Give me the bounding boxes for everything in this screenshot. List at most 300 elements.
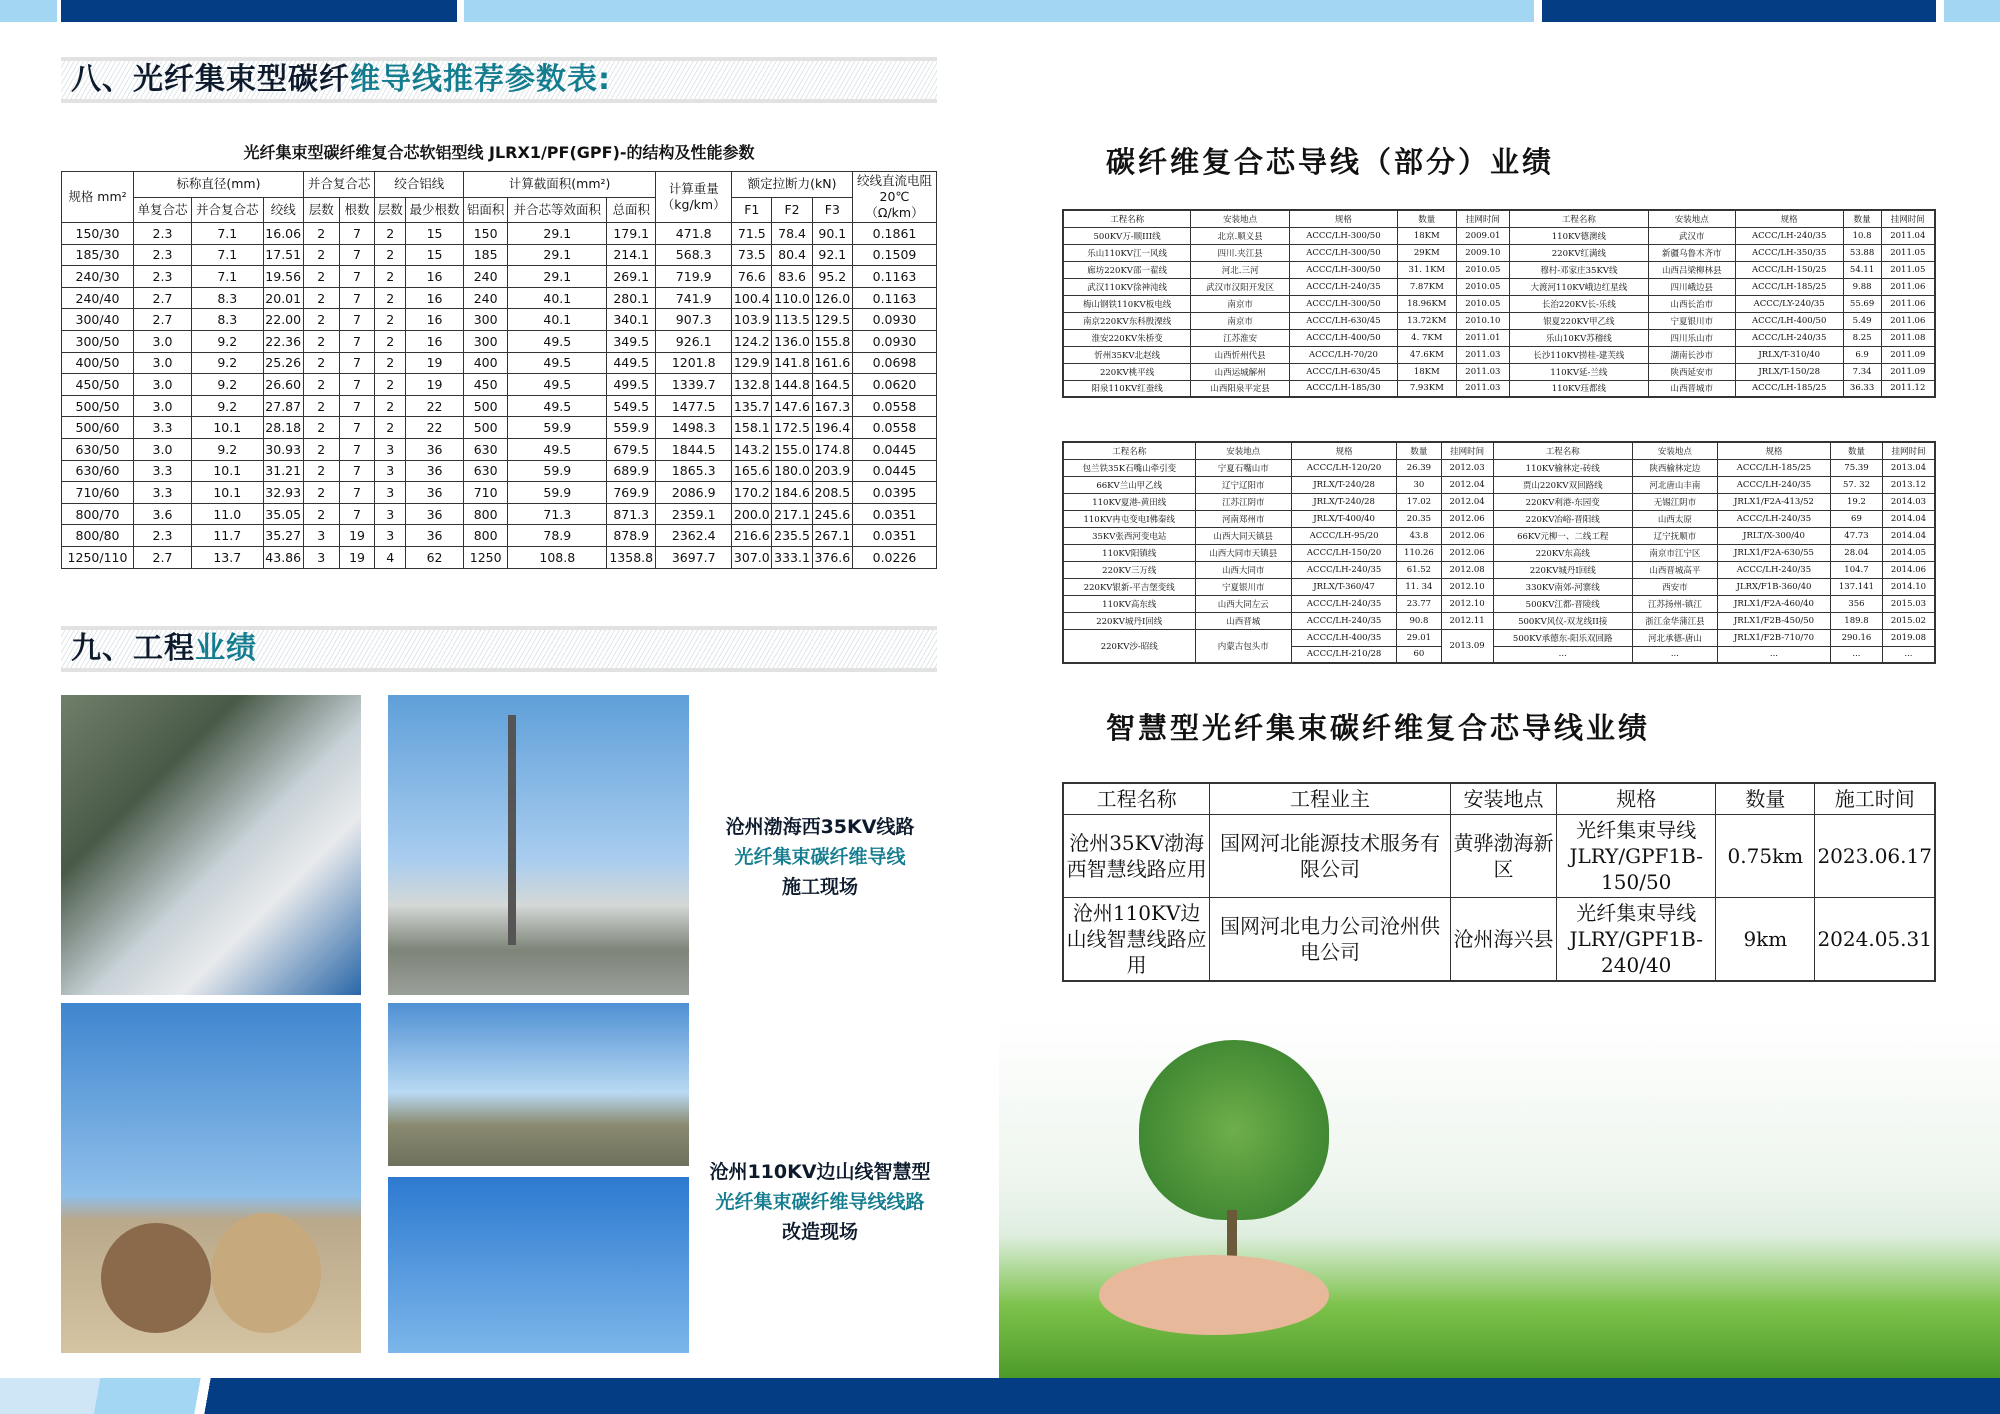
table-cell: 2 <box>303 330 339 352</box>
table-cell: 300/40 <box>62 309 134 331</box>
table-cell: 630/60 <box>62 460 134 482</box>
table-cell: 143.2 <box>732 438 772 460</box>
table-cell: 梅山钢铁110KV板电线 <box>1063 295 1191 312</box>
table-cell: 沧州110KV边山线智慧线路应用 <box>1063 898 1210 982</box>
table-cell: 150/30 <box>62 223 134 245</box>
table-cell: ACCC/LH-350/35 <box>1735 244 1843 261</box>
table-cell: 630/50 <box>62 438 134 460</box>
table-cell: 43.8 <box>1397 527 1442 544</box>
table-cell: 155.8 <box>812 330 852 352</box>
table-cell: 4 <box>375 546 406 568</box>
table-cell: 2011.09 <box>1881 346 1935 363</box>
table-cell: 光纤集束导线JLRY/GPF1B-150/50 <box>1557 815 1716 898</box>
subheader: 铝面积 <box>464 197 508 223</box>
table-cell: 10.1 <box>191 460 263 482</box>
table-cell: 78.4 <box>772 223 812 245</box>
table-cell: 203.9 <box>812 460 852 482</box>
table-cell: 30.93 <box>263 438 303 460</box>
table-cell: 0.0351 <box>853 525 937 547</box>
table-cell: 浙江金华蒲江县 <box>1632 612 1717 629</box>
table-cell: 333.1 <box>772 546 812 568</box>
subheader: 层数 <box>375 197 406 223</box>
table-cell: 220KV城丹I回线 <box>1493 561 1632 578</box>
subheader: 绞线 <box>263 197 303 223</box>
table-cell: 240 <box>464 266 508 288</box>
column-header: 规格 <box>1557 783 1716 815</box>
table-cell: 2 <box>303 417 339 439</box>
table-cell: 2019.08 <box>1882 629 1935 646</box>
table-cell: 300/50 <box>62 330 134 352</box>
table-cell: 2013.04 <box>1882 459 1935 476</box>
table-cell: 陕西榆林定边 <box>1632 459 1717 476</box>
table-cell: 172.5 <box>772 417 812 439</box>
table-cell: 2.3 <box>134 525 192 547</box>
table-cell: 500KV风仪-双龙线II接 <box>1493 612 1632 629</box>
table-cell: 95.2 <box>812 266 852 288</box>
table-cell: 山西太原 <box>1632 510 1717 527</box>
table-cell: 1865.3 <box>656 460 732 482</box>
table-cell: 2012.08 <box>1441 561 1493 578</box>
table-cell: 36 <box>406 503 464 525</box>
table-cell: 2 <box>375 374 406 396</box>
table-cell: 132.8 <box>732 374 772 396</box>
column-header: 工程业主 <box>1210 783 1451 815</box>
table-cell: JRLX1/F2A-413/52 <box>1717 493 1830 510</box>
table-cell: 2013.09 <box>1441 629 1493 663</box>
table-cell: 山西大同市 <box>1195 561 1292 578</box>
table-cell: 2 <box>303 503 339 525</box>
table-cell: ACCC/LH-300/50 <box>1290 227 1398 244</box>
table-cell: 7.1 <box>191 244 263 266</box>
table-cell: 267.1 <box>812 525 852 547</box>
table-cell: 170.2 <box>732 482 772 504</box>
table-cell: ACCC/LH-120/20 <box>1292 459 1397 476</box>
table-cell: 2 <box>303 244 339 266</box>
table-cell: 400/50 <box>62 352 134 374</box>
table-row <box>1063 493 1935 510</box>
table-row <box>1063 476 1935 493</box>
table-cell: 宁夏石嘴山市 <box>1195 459 1292 476</box>
table-cell: 武汉市汉阳开发区 <box>1191 278 1290 295</box>
table-cell: 13.72KM <box>1397 312 1456 329</box>
table-cell: 16 <box>406 309 464 331</box>
table-cell: 18.96KM <box>1397 295 1456 312</box>
table-row <box>1063 278 1935 295</box>
table-cell: 2009.10 <box>1456 244 1509 261</box>
table-cell: 阳泉110KV红蚕线 <box>1063 380 1191 397</box>
table-cell: 500KV承德东-阳乐双回路 <box>1493 629 1632 646</box>
table-cell: 500KV万-顺III线 <box>1063 227 1191 244</box>
table-cell: 90.1 <box>812 223 852 245</box>
table-cell: 2011.09 <box>1881 363 1935 380</box>
table-cell: 76.6 <box>732 266 772 288</box>
table-cell: ACCC/LH-240/35 <box>1717 476 1830 493</box>
subheader: 并合复合芯 <box>191 197 263 223</box>
table-row <box>1063 510 1935 527</box>
table-cell: 2.3 <box>134 266 192 288</box>
table-cell: 200.0 <box>732 503 772 525</box>
table-cell: 7 <box>339 266 375 288</box>
table-cell: 2015.02 <box>1882 612 1935 629</box>
table-cell: 7 <box>339 223 375 245</box>
table-cell: 1339.7 <box>656 374 732 396</box>
table-cell: 49.5 <box>508 352 607 374</box>
table-cell: 0.0698 <box>853 352 937 374</box>
table-cell: 500 <box>464 395 508 417</box>
table-cell: 36 <box>406 525 464 547</box>
table-cell: ACCC/LH-400/50 <box>1290 329 1398 346</box>
subheader: F2 <box>772 197 812 223</box>
table-cell: 269.1 <box>607 266 656 288</box>
table-cell: 3.0 <box>134 352 192 374</box>
table-row <box>1063 898 1935 982</box>
table-cell: 3 <box>375 525 406 547</box>
table-cell: 16.06 <box>263 223 303 245</box>
table-cell: 1498.3 <box>656 417 732 439</box>
table-cell: 2010.10 <box>1456 312 1509 329</box>
top-bar <box>464 0 1534 22</box>
table-cell: 23.77 <box>1397 595 1442 612</box>
table-cell: 110KV冉屯变电I佛秦线 <box>1063 510 1195 527</box>
table-cell: 7 <box>339 352 375 374</box>
header-spec: 规格 mm² <box>62 172 134 223</box>
table-cell: 16 <box>406 287 464 309</box>
table-cell: 29.01 <box>1397 629 1442 646</box>
table-cell: 陕西延安市 <box>1648 363 1735 380</box>
column-header: 数量 <box>1843 210 1881 227</box>
performance-table-2 <box>1062 441 1936 664</box>
table-cell: 31. 1KM <box>1397 261 1456 278</box>
table-cell: 400 <box>464 352 508 374</box>
table-row <box>1063 295 1935 312</box>
table-cell: 16 <box>406 330 464 352</box>
table-cell: JRLX/T-310/40 <box>1735 346 1843 363</box>
table-row <box>62 330 937 352</box>
table-row <box>1063 261 1935 278</box>
table-cell: 2 <box>375 287 406 309</box>
table-cell: 69 <box>1831 510 1883 527</box>
column-header: 安装地点 <box>1191 210 1290 227</box>
table-cell: 27.87 <box>263 395 303 417</box>
table-cell: 150 <box>464 223 508 245</box>
photo-workers-on-site <box>61 695 361 995</box>
table-cell: 9.2 <box>191 395 263 417</box>
table-row <box>1063 561 1935 578</box>
table-cell: JRLX/T-400/40 <box>1292 510 1397 527</box>
table-cell: 240/40 <box>62 287 134 309</box>
table-cell: ACCC/LH-240/35 <box>1292 595 1397 612</box>
table-cell: 7.1 <box>191 223 263 245</box>
table-cell: 南京市江宁区 <box>1632 544 1717 561</box>
table-cell: ACCC/LH-150/25 <box>1735 261 1843 278</box>
table-cell: 乐山110KV江一风线 <box>1063 244 1191 261</box>
section-heading-projects: 九、工程业绩 <box>61 626 937 672</box>
table-cell: 0.0930 <box>853 330 937 352</box>
table-cell: JLRX/F1B-360/40 <box>1717 578 1830 595</box>
table-cell: 2024.05.31 <box>1815 898 1935 982</box>
table-cell: 174.8 <box>812 438 852 460</box>
table-cell: 29.1 <box>508 266 607 288</box>
table-cell: 国网河北能源技术服务有限公司 <box>1210 815 1451 898</box>
table-cell: 廊坊220KV邵一翟线 <box>1063 261 1191 278</box>
table-cell: 449.5 <box>607 352 656 374</box>
table-cell: 2 <box>375 417 406 439</box>
table-cell: 7.34 <box>1843 363 1881 380</box>
column-header: 挂网时间 <box>1882 442 1935 459</box>
table-cell: 河南郑州市 <box>1195 510 1292 527</box>
table-cell: 499.5 <box>607 374 656 396</box>
table-cell: 6.9 <box>1843 346 1881 363</box>
table-cell: ACCC/LH-240/35 <box>1292 612 1397 629</box>
table-cell: 9.2 <box>191 352 263 374</box>
table-cell: 山西长治市 <box>1648 295 1735 312</box>
table-cell: 220KV利港-东园变 <box>1493 493 1632 510</box>
table-cell: 7 <box>339 287 375 309</box>
subheader: 最少根数 <box>406 197 464 223</box>
table-cell: 40.1 <box>508 287 607 309</box>
table-cell: 110KV夏港-黄田线 <box>1063 493 1195 510</box>
heart-tree-icon <box>1139 1040 1329 1220</box>
table-cell: 25.26 <box>263 352 303 374</box>
table-cell: 878.9 <box>607 525 656 547</box>
table-cell: 549.5 <box>607 395 656 417</box>
table-cell: 南京220KV东科殷溧线 <box>1063 312 1191 329</box>
table-cell: 贾山220KV双回路线 <box>1493 476 1632 493</box>
table-cell: 0.0351 <box>853 503 937 525</box>
section-heading-params: 八、光纤集束型碳纤维导线推荐参数表: <box>61 57 937 103</box>
table-row <box>62 438 937 460</box>
table-cell: 19 <box>339 546 375 568</box>
table-cell: 36.33 <box>1843 380 1881 397</box>
table-cell: 40.1 <box>508 309 607 331</box>
table-cell: 2011.06 <box>1881 295 1935 312</box>
table-cell: 240 <box>464 287 508 309</box>
subheader: 并合芯等效面积 <box>508 197 607 223</box>
table-cell: 2011.06 <box>1881 312 1935 329</box>
table-cell: 2011.05 <box>1881 261 1935 278</box>
table-cell: 南京市 <box>1191 295 1290 312</box>
table-cell: 280.1 <box>607 287 656 309</box>
table-cell: 36 <box>406 438 464 460</box>
table-cell: 沧州海兴县 <box>1450 898 1556 982</box>
column-header: 规格 <box>1735 210 1843 227</box>
table-cell: 220KV桃平线 <box>1063 363 1191 380</box>
spec-table-title: 光纤集束型碳纤维复合芯软铝型线 JLRX1/PF(GPF)-的结构及性能参数 <box>243 143 755 162</box>
table-cell: 630 <box>464 438 508 460</box>
table-cell: 9.2 <box>191 374 263 396</box>
table-cell: 92.1 <box>812 244 852 266</box>
table-cell: ACCC/LH-240/35 <box>1292 561 1397 578</box>
table-cell: 126.0 <box>812 287 852 309</box>
photo-tower-cable-reels <box>61 1003 361 1353</box>
table-row <box>1063 312 1935 329</box>
table-cell: 7.93KM <box>1397 380 1456 397</box>
header-aluminum: 绞合铝线 <box>375 172 464 198</box>
bottom-bar <box>0 1378 2000 1414</box>
table-cell: 7 <box>339 482 375 504</box>
table-cell: 7 <box>339 438 375 460</box>
table-cell: 55.69 <box>1843 295 1881 312</box>
table-cell: 3 <box>375 482 406 504</box>
table-cell: ACCC/LH-240/35 <box>1735 329 1843 346</box>
table-cell: 2011.03 <box>1456 363 1509 380</box>
table-cell: 河北承德-唐山 <box>1632 629 1717 646</box>
table-cell: 2.3 <box>134 244 192 266</box>
table-cell: 2011.05 <box>1881 244 1935 261</box>
table-cell: 0.1163 <box>853 287 937 309</box>
table-cell: 630 <box>464 460 508 482</box>
table-cell: 719.9 <box>656 266 732 288</box>
table-cell: 山西吕梁柳林县 <box>1648 261 1735 278</box>
table-row <box>62 244 937 266</box>
table-row <box>1063 227 1935 244</box>
table-cell: 2 <box>303 309 339 331</box>
header-diameter: 标称直径(mm) <box>134 172 304 198</box>
table-cell: 山西大同天镇县 <box>1195 527 1292 544</box>
table-cell: 49.5 <box>508 330 607 352</box>
table-cell: 2013.12 <box>1882 476 1935 493</box>
table-cell: 71.5 <box>732 223 772 245</box>
table-cell: 110.0 <box>772 287 812 309</box>
table-cell: ACCC/LH-630/45 <box>1290 312 1398 329</box>
table-cell: 110.26 <box>1397 544 1442 561</box>
table-cell: 2 <box>303 395 339 417</box>
table-cell: 10.1 <box>191 482 263 504</box>
table-cell: ... <box>1632 646 1717 663</box>
table-cell: ACCC/LH-185/25 <box>1735 380 1843 397</box>
subheader: F1 <box>732 197 772 223</box>
table-row <box>1063 329 1935 346</box>
table-cell: JRLX1/F2B-450/50 <box>1717 612 1830 629</box>
table-cell: JRLX1/F2A-460/40 <box>1717 595 1830 612</box>
table-row <box>1063 595 1935 612</box>
column-header: 规格 <box>1290 210 1398 227</box>
table-cell: 7 <box>339 330 375 352</box>
table-cell: 11.0 <box>191 503 263 525</box>
table-cell: 7 <box>339 395 375 417</box>
table-cell: 49.5 <box>508 395 607 417</box>
smart-performance-table <box>1062 782 1936 982</box>
table-cell: 36 <box>406 482 464 504</box>
caption-bohai-site: 沧州渤海西35KV线路 光纤集束碳纤维导线 施工现场 <box>725 816 915 898</box>
table-cell: 3.3 <box>134 482 192 504</box>
table-cell: 四川.夹江县 <box>1191 244 1290 261</box>
table-cell: 2 <box>375 223 406 245</box>
table-cell: ACCC/LH-300/50 <box>1290 261 1398 278</box>
table-cell: 15 <box>406 223 464 245</box>
table-cell: 679.5 <box>607 438 656 460</box>
table-cell: 49.5 <box>508 374 607 396</box>
table-cell: ACCC/LH-300/50 <box>1290 295 1398 312</box>
table-cell: ACCC/LH-300/50 <box>1290 244 1398 261</box>
table-cell: 83.6 <box>772 266 812 288</box>
table-cell: 0.1861 <box>853 223 937 245</box>
table-cell: 穆村-邓家庄35KV线 <box>1509 261 1648 278</box>
table-cell: 2014.05 <box>1882 544 1935 561</box>
table-cell: 155.0 <box>772 438 812 460</box>
table-cell: 26.60 <box>263 374 303 396</box>
table-cell: ... <box>1882 646 1935 663</box>
table-row <box>62 460 937 482</box>
table-cell: 新疆乌鲁木齐市 <box>1648 244 1735 261</box>
table-cell: JRLT/X-300/40 <box>1717 527 1830 544</box>
table-cell: 80.4 <box>772 244 812 266</box>
table-cell: 15 <box>406 244 464 266</box>
table-cell: 103.9 <box>732 309 772 331</box>
table-cell: 3 <box>375 438 406 460</box>
table-cell: 2 <box>303 266 339 288</box>
table-cell: 349.5 <box>607 330 656 352</box>
top-bar <box>1542 0 1936 22</box>
table-cell: 450/50 <box>62 374 134 396</box>
table-cell: 59.9 <box>508 460 607 482</box>
table-cell: 196.4 <box>812 417 852 439</box>
table-cell: 2014.06 <box>1882 561 1935 578</box>
table-cell: 0.0558 <box>853 417 937 439</box>
table-cell: 158.1 <box>732 417 772 439</box>
table-cell: 220KV冶峪-晋阳线 <box>1493 510 1632 527</box>
table-cell: 73.5 <box>732 244 772 266</box>
header-strength: 额定拉断力(kN) <box>732 172 853 198</box>
table-row <box>1063 578 1935 595</box>
column-header: 工程名称 <box>1509 210 1648 227</box>
table-cell: 国网河北电力公司沧州供电公司 <box>1210 898 1451 982</box>
table-cell: 17.51 <box>263 244 303 266</box>
table-cell: 220KV银新-平吉堡变线 <box>1063 578 1195 595</box>
table-cell: 0.0558 <box>853 395 937 417</box>
table-cell: 164.5 <box>812 374 852 396</box>
table-cell: 3 <box>303 525 339 547</box>
table-cell: 1250 <box>464 546 508 568</box>
table-cell: 235.5 <box>772 525 812 547</box>
table-cell: 144.8 <box>772 374 812 396</box>
table-cell: ACCC/LH-240/35 <box>1717 510 1830 527</box>
table-cell: 四川乐山市 <box>1648 329 1735 346</box>
table-row <box>1063 244 1935 261</box>
table-cell: 2011.06 <box>1881 278 1935 295</box>
table-cell: 108.8 <box>508 546 607 568</box>
table-cell: 110KV高东线 <box>1063 595 1195 612</box>
table-cell: 290.16 <box>1831 629 1883 646</box>
table-cell: 35.27 <box>263 525 303 547</box>
table-cell: 10.8 <box>1843 227 1881 244</box>
table-cell: 2 <box>303 438 339 460</box>
table-cell: 135.7 <box>732 395 772 417</box>
table-cell: 376.6 <box>812 546 852 568</box>
table-cell: 22 <box>406 417 464 439</box>
table-cell: 内蒙古包头市 <box>1195 629 1292 663</box>
table-cell: 29.1 <box>508 223 607 245</box>
table-cell: 129.9 <box>732 352 772 374</box>
column-header: 数量 <box>1831 442 1883 459</box>
table-cell: 13.7 <box>191 546 263 568</box>
table-row <box>1063 629 1935 646</box>
table-cell: 18KM <box>1397 227 1456 244</box>
table-cell: 559.9 <box>607 417 656 439</box>
table-cell: 208.5 <box>812 482 852 504</box>
table-cell: ACCC/LH-400/50 <box>1735 312 1843 329</box>
table-cell: 19 <box>406 352 464 374</box>
table-cell: 8.25 <box>1843 329 1881 346</box>
table-cell: 2.7 <box>134 546 192 568</box>
table-cell: 300 <box>464 330 508 352</box>
table-cell: 110KV延-兰线 <box>1509 363 1648 380</box>
table-cell: 2023.06.17 <box>1815 815 1935 898</box>
table-cell: ACCC/LH-240/35 <box>1290 278 1398 295</box>
table-row <box>62 482 937 504</box>
table-cell: 800 <box>464 525 508 547</box>
table-cell: 220KV沙-昭线 <box>1063 629 1195 663</box>
